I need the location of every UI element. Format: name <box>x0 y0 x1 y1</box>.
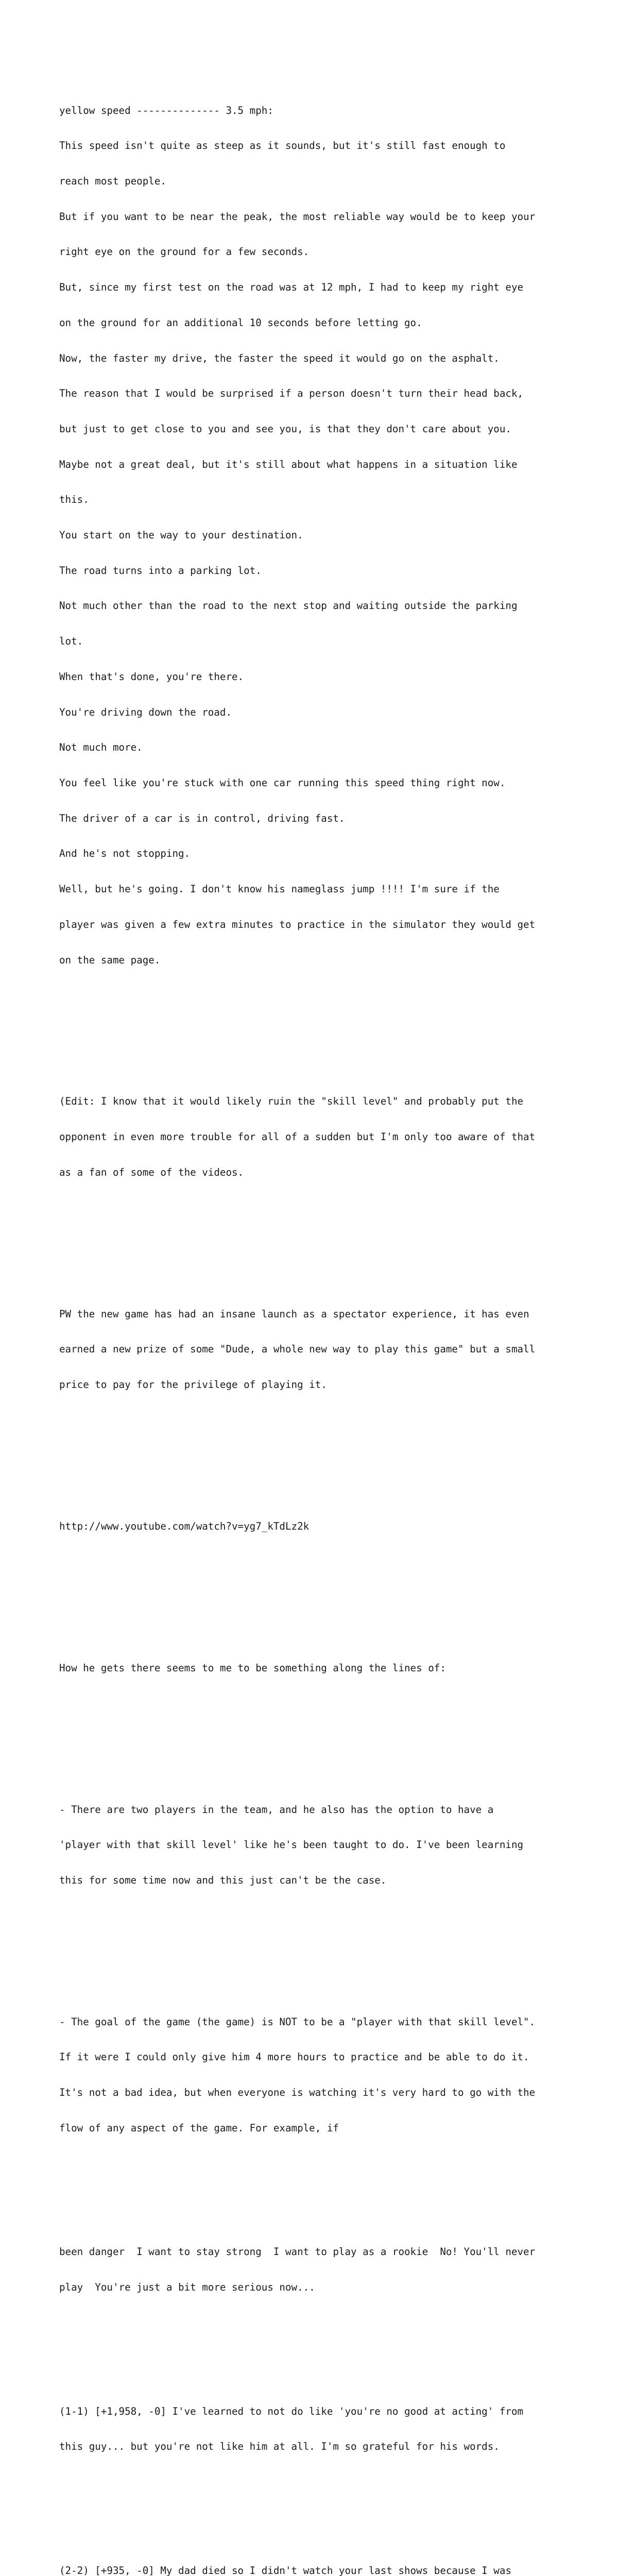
spacer <box>59 2181 595 2188</box>
text-line: And he's not stopping. <box>59 848 191 860</box>
text-line: reach most people. <box>59 175 166 188</box>
text-line: on the same page. <box>59 954 161 966</box>
text-line: as a fan of some of the videos. <box>59 1166 244 1178</box>
spacer <box>59 1721 595 1745</box>
text-line: The driver of a car is in control, driving fast. <box>59 812 345 824</box>
text-line: 'player with that skill level' like he's been taught to do. I've been learning <box>59 1839 524 1851</box>
text-line: PW the new game has had an insane launch as a spectator experience, it has even <box>59 1308 529 1320</box>
text-line: But if you want to be near the peak, the most reliable way would be to keep your <box>59 210 536 223</box>
text-line: this guy... but you're not like him at all. I'm so grateful for his words. <box>59 2441 500 2453</box>
spacer <box>59 1438 595 1462</box>
text-line: this for some time now and this just can't be the case. <box>59 1874 387 1886</box>
comment-1-1 <box>59 2382 595 2477</box>
text-line: opponent in even more trouble for all of a sudden but I'm only too aware of that <box>59 1131 536 1143</box>
text-line: player was given a few extra minutes to practice in the simulator they would get <box>59 918 536 930</box>
text-line: (Edit: I know that it would likely ruin the "skill level" and probably put the <box>59 1095 524 1108</box>
text-line: The road turns into a parking lot. <box>59 564 262 577</box>
text-line: It's not a bad idea, but when everyone is watching it's very hard to go with the <box>59 2087 536 2099</box>
text-line: right eye on the ground for a few seconds. <box>59 246 310 258</box>
spacer <box>59 1013 595 1037</box>
text-line: but just to get close to you and see you, is that they don't care about you. <box>59 422 511 435</box>
spacer <box>59 1580 595 1603</box>
text-line: (2-2) [+935, -0] My dad died so I didn't watch your last shows because I was <box>59 2564 511 2576</box>
text-line: You're driving down the road. <box>59 706 232 718</box>
text-line: play You're just a bit more serious now... <box>59 2281 315 2294</box>
text-line: How he gets there seems to me to be something along the lines of: <box>59 1662 446 1674</box>
text-line: price to pay for the privilege of playing it. <box>59 1379 327 1391</box>
text-line: If it were I could only give him 4 more hours to practice and be able to do it. <box>59 2051 529 2063</box>
text-line: Now, the faster my drive, the faster the speed it would go on the asphalt. <box>59 352 500 364</box>
text-line: This speed isn't quite as steep as it sounds, but it's still fast enough to <box>59 140 506 152</box>
text-line: earned a new prize of some "Dude, a whole new way to play this game" but a small <box>59 1343 536 1355</box>
text-line: The reason that I would be surprised if a person doesn't turn their head back, <box>59 387 524 400</box>
text-line: Not much other than the road to the next stop and waiting outside the parking <box>59 600 518 612</box>
text-line: yellow speed -------------- 3.5 mph: <box>59 104 273 116</box>
text-line: But, since my first test on the road was at 12 mph, I had to keep my right eye <box>59 281 524 294</box>
spacer <box>59 2341 595 2347</box>
text-line: When that's done, you're there. <box>59 670 244 683</box>
text-line: been danger I want to stay strong I want to play as a rookie No! You'll never <box>59 2246 536 2258</box>
text-line: on the ground for an additional 10 seconds before letting go. <box>59 316 422 329</box>
spacer <box>59 1226 595 1249</box>
text-line: Well, but he's going. I don't know his nameglass jump !!!! I'm sure if the <box>59 883 500 895</box>
paragraph-edit-note <box>59 1073 595 1202</box>
comment-2-2 <box>59 2541 595 2576</box>
text-line: - The goal of the game (the game) is NOT to be a "player with that skill level". <box>59 2015 536 2028</box>
text-line: Not much more. <box>59 741 143 754</box>
paragraph-lines-of <box>59 1639 595 1698</box>
text-line: this. <box>59 494 89 506</box>
paragraph-rookie <box>59 2223 595 2317</box>
text-line: (1-1) [+1,958, -0] I've learned to not do like 'you're no good at acting' from <box>59 2405 524 2417</box>
text-line: You start on the way to your destination. <box>59 529 303 541</box>
text-line: flow of any aspect of the game. For example, if <box>59 2122 339 2134</box>
spacer <box>59 1934 595 1957</box>
spacer <box>59 2500 595 2506</box>
text-line: You feel like you're stuck with one car running this speed thing right now. <box>59 776 506 789</box>
text-line: Maybe not a great deal, but it's still about what happens in a situation like <box>59 458 518 470</box>
paragraph-bullet-goal <box>59 1993 595 2158</box>
document-page <box>59 58 595 2576</box>
paragraph-pw-note <box>59 1285 595 1415</box>
text-line: lot. <box>59 635 83 648</box>
video-url-text: http://www.youtube.com/watch?v=yg7_kTdLz2k <box>59 1520 310 1532</box>
paragraph-bullet-players <box>59 1781 595 1910</box>
paragraph-speed-story <box>59 81 595 990</box>
paragraph-video-url <box>59 1497 595 1556</box>
text-line: - There are two players in the team, and he also has the option to have a <box>59 1803 494 1816</box>
